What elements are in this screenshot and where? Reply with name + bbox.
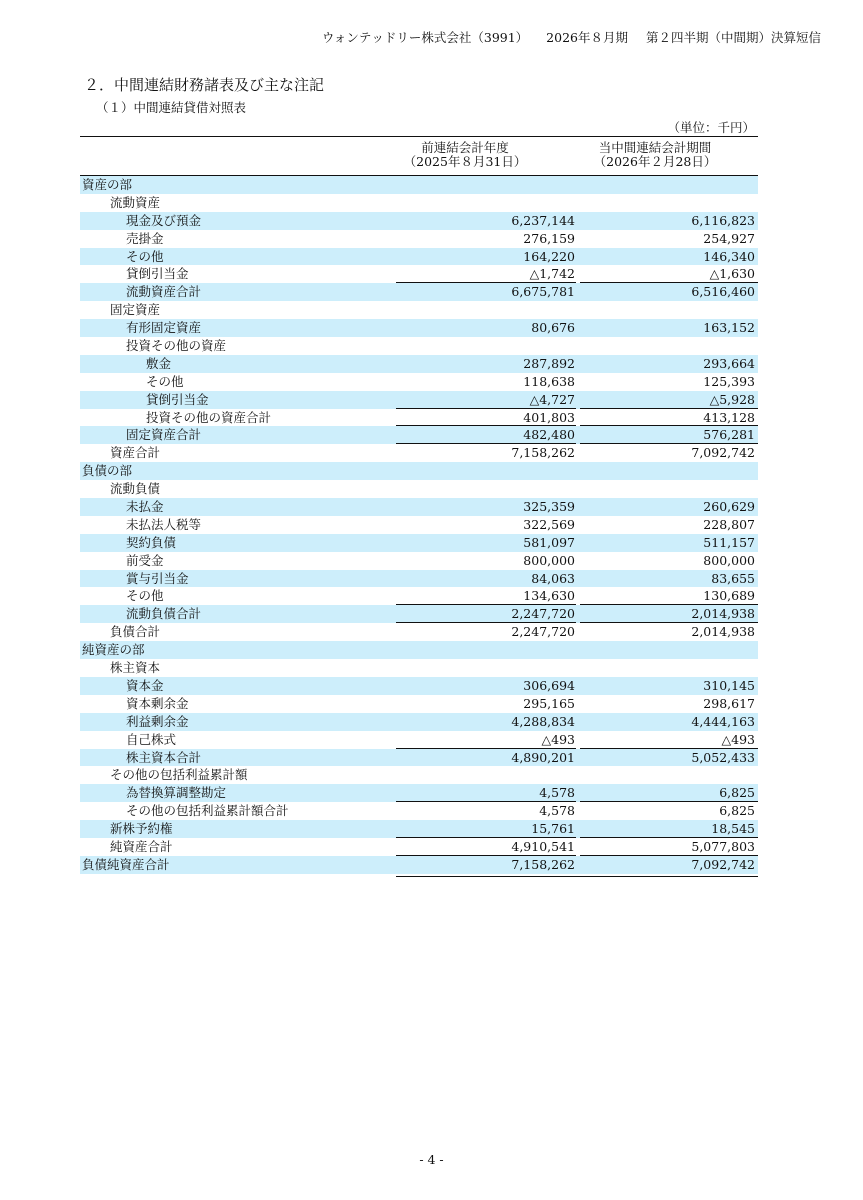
row-label: 資本剰余金 bbox=[126, 695, 189, 711]
curr-period-value: 146,340 bbox=[703, 248, 755, 264]
prev-period-value: 4,578 bbox=[539, 785, 575, 801]
row-label: 株主資本合計 bbox=[126, 749, 202, 765]
table-row bbox=[80, 605, 758, 623]
column-header-curr bbox=[555, 141, 755, 169]
curr-period-value: 254,927 bbox=[703, 230, 755, 246]
table-row bbox=[80, 301, 758, 319]
prev-period-value: 6,237,144 bbox=[511, 212, 575, 228]
table-row bbox=[80, 641, 758, 659]
curr-period-value: 4,444,163 bbox=[691, 713, 755, 729]
table-row bbox=[80, 766, 758, 784]
row-label: 純資産合計 bbox=[110, 838, 173, 854]
balance-sheet-table bbox=[80, 136, 758, 874]
table-row bbox=[80, 355, 758, 373]
curr-period-value: 6,825 bbox=[719, 785, 755, 801]
curr-period-value: 260,629 bbox=[703, 499, 755, 515]
table-row bbox=[80, 212, 758, 230]
prev-period-value: 6,675,781 bbox=[511, 284, 575, 300]
prev-period-date: （2025年８月31日） bbox=[403, 154, 527, 169]
row-label: 資産の部 bbox=[82, 177, 133, 192]
prev-period-value: 482,480 bbox=[523, 427, 575, 443]
prev-period-value: 401,803 bbox=[523, 409, 575, 425]
unit-label: （単位：千円） bbox=[667, 120, 755, 135]
table-row bbox=[80, 480, 758, 498]
row-label: 未払金 bbox=[126, 499, 164, 515]
row-label: その他 bbox=[146, 373, 184, 389]
row-label: 資本金 bbox=[126, 677, 164, 693]
row-label: 投資その他の資産合計 bbox=[146, 409, 272, 425]
table-row bbox=[80, 337, 758, 355]
prev-period-value: 581,097 bbox=[523, 534, 575, 550]
prev-period-value: 84,063 bbox=[531, 570, 575, 586]
curr-period-value: 83,655 bbox=[711, 570, 755, 586]
curr-period-value: 800,000 bbox=[703, 552, 755, 568]
table-row bbox=[80, 713, 758, 731]
table-row bbox=[80, 856, 758, 874]
row-label: 固定資産 bbox=[110, 302, 161, 318]
row-label: 利益剰余金 bbox=[126, 713, 189, 729]
final-total-underline bbox=[396, 876, 758, 877]
header-report: 第２四半期（中間期）決算短信 bbox=[645, 30, 821, 45]
sub-title: （１）中間連結貸借対照表 bbox=[96, 100, 247, 115]
prev-period-value: 15,761 bbox=[531, 821, 575, 837]
row-label: 敷金 bbox=[146, 355, 172, 371]
prev-period-value: △1,742 bbox=[529, 266, 575, 282]
curr-period-value: 6,516,460 bbox=[691, 284, 755, 300]
row-label: 貸倒引当金 bbox=[126, 266, 189, 282]
prev-period-title: 前連結会計年度 bbox=[421, 140, 509, 155]
prev-period-value: 322,569 bbox=[523, 516, 575, 532]
prev-period-value: 2,247,720 bbox=[511, 624, 575, 640]
table-row bbox=[80, 373, 758, 391]
row-label: 流動資産 bbox=[110, 194, 161, 210]
table-row bbox=[80, 265, 758, 283]
curr-period-value: 576,281 bbox=[703, 427, 755, 443]
table-row bbox=[80, 319, 758, 337]
row-label: 前受金 bbox=[126, 552, 164, 568]
table-row bbox=[80, 283, 758, 301]
row-label: その他の包括利益累計額 bbox=[110, 767, 248, 783]
curr-period-value: 6,825 bbox=[719, 803, 755, 819]
curr-period-value: 2,014,938 bbox=[691, 606, 755, 622]
curr-period-value: △493 bbox=[721, 731, 755, 747]
curr-period-value: 228,807 bbox=[703, 516, 755, 532]
prev-period-value: 4,288,834 bbox=[511, 713, 575, 729]
prev-period-value: 80,676 bbox=[531, 320, 575, 336]
prev-period-value: 295,165 bbox=[523, 695, 575, 711]
prev-period-value: 2,247,720 bbox=[511, 606, 575, 622]
row-label: 流動負債合計 bbox=[126, 606, 202, 622]
column-header-prev bbox=[365, 141, 565, 169]
row-label: その他 bbox=[126, 588, 164, 604]
table-row bbox=[80, 194, 758, 212]
curr-period-value: 7,092,742 bbox=[691, 856, 755, 872]
table-row bbox=[80, 677, 758, 695]
prev-period-value: 7,158,262 bbox=[511, 445, 575, 461]
table-row bbox=[80, 552, 758, 570]
table-row bbox=[80, 623, 758, 641]
prev-period-value: 325,359 bbox=[523, 499, 575, 515]
prev-period-value: 800,000 bbox=[523, 552, 575, 568]
page-header bbox=[304, 28, 821, 46]
curr-period-value: 511,157 bbox=[703, 534, 755, 550]
row-label: 負債純資産合計 bbox=[82, 856, 170, 872]
prev-period-value: 4,890,201 bbox=[511, 749, 575, 765]
curr-period-value: 163,152 bbox=[703, 320, 755, 336]
row-label: 流動負債 bbox=[110, 481, 161, 497]
table-body bbox=[80, 176, 758, 874]
prev-period-value: 118,638 bbox=[523, 373, 575, 389]
table-row bbox=[80, 749, 758, 767]
row-label: 有形固定資産 bbox=[126, 320, 202, 336]
table-row bbox=[80, 426, 758, 444]
section-title: ２．中間連結財務諸表及び主な注記 bbox=[84, 76, 325, 94]
table-row bbox=[80, 516, 758, 534]
table-header bbox=[80, 137, 758, 176]
table-row bbox=[80, 587, 758, 605]
prev-period-value: 7,158,262 bbox=[511, 856, 575, 872]
row-label: 負債合計 bbox=[110, 624, 161, 640]
row-label: 新株予約権 bbox=[110, 821, 173, 837]
table-row bbox=[80, 802, 758, 820]
prev-period-value: 287,892 bbox=[523, 355, 575, 371]
row-label: その他の包括利益累計額合計 bbox=[126, 803, 289, 819]
prev-period-value: 134,630 bbox=[523, 588, 575, 604]
curr-period-value: 2,014,938 bbox=[691, 624, 755, 640]
table-row bbox=[80, 498, 758, 516]
curr-period-date: （2026年２月28日） bbox=[593, 154, 717, 169]
table-row bbox=[80, 784, 758, 802]
prev-period-value: 276,159 bbox=[523, 230, 575, 246]
table-row bbox=[80, 462, 758, 480]
header-period: 2026年８月期 bbox=[546, 30, 628, 45]
prev-period-value: △493 bbox=[541, 731, 575, 747]
row-label: 固定資産合計 bbox=[126, 427, 202, 443]
row-label: 資産合計 bbox=[110, 445, 161, 461]
header-company: ウォンテッドリー株式会社（3991） bbox=[321, 30, 529, 45]
curr-period-value: 6,116,823 bbox=[691, 212, 755, 228]
table-row bbox=[80, 731, 758, 749]
table-row bbox=[80, 659, 758, 677]
curr-period-value: △1,630 bbox=[709, 266, 755, 282]
table-row bbox=[80, 570, 758, 588]
page-number: - 4 - bbox=[419, 1152, 444, 1167]
table-row bbox=[80, 230, 758, 248]
curr-period-value: 7,092,742 bbox=[691, 445, 755, 461]
prev-period-value: △4,727 bbox=[529, 391, 575, 407]
row-label: 現金及び預金 bbox=[126, 212, 202, 228]
row-label: 賞与引当金 bbox=[126, 570, 189, 586]
curr-period-value: 5,077,803 bbox=[691, 838, 755, 854]
curr-period-value: 298,617 bbox=[703, 695, 755, 711]
prev-period-value: 306,694 bbox=[523, 677, 575, 693]
row-label: 株主資本 bbox=[110, 660, 161, 676]
curr-period-value: 130,689 bbox=[703, 588, 755, 604]
table-row bbox=[80, 534, 758, 552]
table-row bbox=[80, 695, 758, 713]
curr-period-title: 当中間連結会計期間 bbox=[598, 140, 712, 155]
row-label: その他 bbox=[126, 248, 164, 264]
curr-period-value: 125,393 bbox=[703, 373, 755, 389]
table-row bbox=[80, 176, 758, 194]
curr-period-value: 5,052,433 bbox=[691, 749, 755, 765]
prev-period-value: 164,220 bbox=[523, 248, 575, 264]
prev-period-value: 4,910,541 bbox=[511, 838, 575, 854]
curr-period-value: 310,145 bbox=[703, 677, 755, 693]
prev-period-value: 4,578 bbox=[539, 803, 575, 819]
curr-period-value: 18,545 bbox=[711, 821, 755, 837]
curr-period-value: △5,928 bbox=[709, 391, 755, 407]
table-row bbox=[80, 838, 758, 856]
table-row bbox=[80, 409, 758, 427]
row-label: 売掛金 bbox=[126, 230, 164, 246]
table-row bbox=[80, 391, 758, 409]
table-row bbox=[80, 820, 758, 838]
row-label: 為替換算調整勘定 bbox=[126, 785, 227, 801]
row-label: 契約負債 bbox=[126, 534, 177, 550]
row-label: 投資その他の資産 bbox=[126, 338, 227, 354]
row-label: 未払法人税等 bbox=[126, 516, 202, 532]
row-label: 流動資産合計 bbox=[126, 284, 202, 300]
curr-period-value: 293,664 bbox=[703, 355, 755, 371]
row-label: 純資産の部 bbox=[82, 642, 145, 658]
row-label: 負債の部 bbox=[82, 463, 133, 479]
row-label: 自己株式 bbox=[126, 731, 177, 747]
table-row bbox=[80, 444, 758, 462]
row-label: 貸倒引当金 bbox=[146, 391, 209, 407]
table-row bbox=[80, 248, 758, 266]
curr-period-value: 413,128 bbox=[703, 409, 755, 425]
